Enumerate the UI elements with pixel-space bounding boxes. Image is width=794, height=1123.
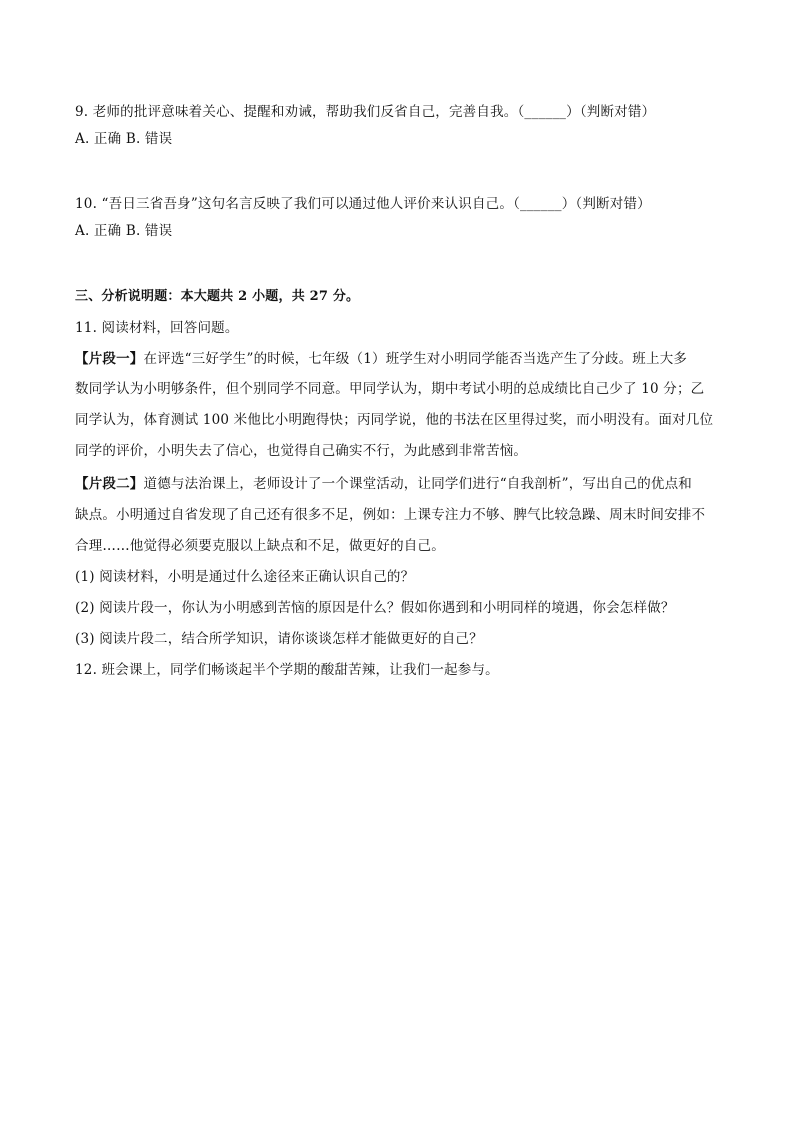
fragment-1-line-4: 同学的评价，小明失去了信心，也觉得自己确实不行，为此感到非常苦恼。 (75, 443, 528, 459)
section-3-title: 三、分析说明题：本大题共 2 小题，共 27 分。 (75, 289, 360, 304)
question-10-options: A. 正确 B. 错误 (75, 223, 173, 239)
fragment-2-line-1 (75, 474, 692, 494)
fragment-2-text-1: 道德与法治课上，老师设计了一个课堂活动，让同学们进行“自我剖析”，写出自己的优点和 (143, 476, 693, 492)
fragment-2-line-3: 合理……他觉得必须要克服以上缺点和不足，做更好的自己。 (75, 538, 445, 554)
fragment-2-line-2: 缺点。小明通过自省发现了自己还有很多不足，例如：上课专注力不够、脾气比较急躁、周末时间安排不 (75, 507, 706, 523)
fragment-1-line-2: 数同学认为小明够条件，但个别同学不同意。甲同学认为，期中考试小明的总成绩比自己少了 10 分；乙 (75, 381, 705, 397)
question-11-sub-1: (1) 阅读材料，小明是通过什么途径来正确认识自己的？ (75, 569, 415, 585)
question-10-text: 10. “吾日三省吾身”这句名言反映了我们可以通过他人评价来认识自己。（______）（判断对错） (75, 196, 651, 212)
question-11-sub-3: (3) 阅读片段二，结合所学知识，请你谈谈怎样才能做更好的自己？ (75, 631, 483, 647)
fragment-1-line-3: 同学认为，体育测试 100 米他比小明跑得快；丙同学说，他的书法在区里得过奖，而小明没有。面对几位 (75, 412, 714, 428)
fragment-1-label: 【片段一】 (75, 351, 144, 367)
question-9-text: 9. 老师的批评意味着关心、提醒和劝诫，帮助我们反省自己，完善自我。（______）（判断对错） (75, 104, 656, 120)
question-11-intro: 11. 阅读材料，回答问题。 (75, 320, 239, 336)
question-9-options: A. 正确 B. 错误 (75, 131, 173, 147)
fragment-1-line-1 (75, 349, 687, 369)
fragment-1-text-1: 在评选“三好学生”的时候，七年级（1）班学生对小明同学能否当选产生了分歧。班上大多 (143, 351, 688, 367)
question-12-text: 12. 班会课上，同学们畅谈起半个学期的酸甜苦辣，让我们一起参与。 (75, 662, 499, 678)
fragment-2-label: 【片段二】 (75, 476, 144, 492)
question-11-sub-2: (2) 阅读片段一，你认为小明感到苦恼的原因是什么？假如你遇到和小明同样的境遇，你会怎样做？ (75, 600, 675, 616)
